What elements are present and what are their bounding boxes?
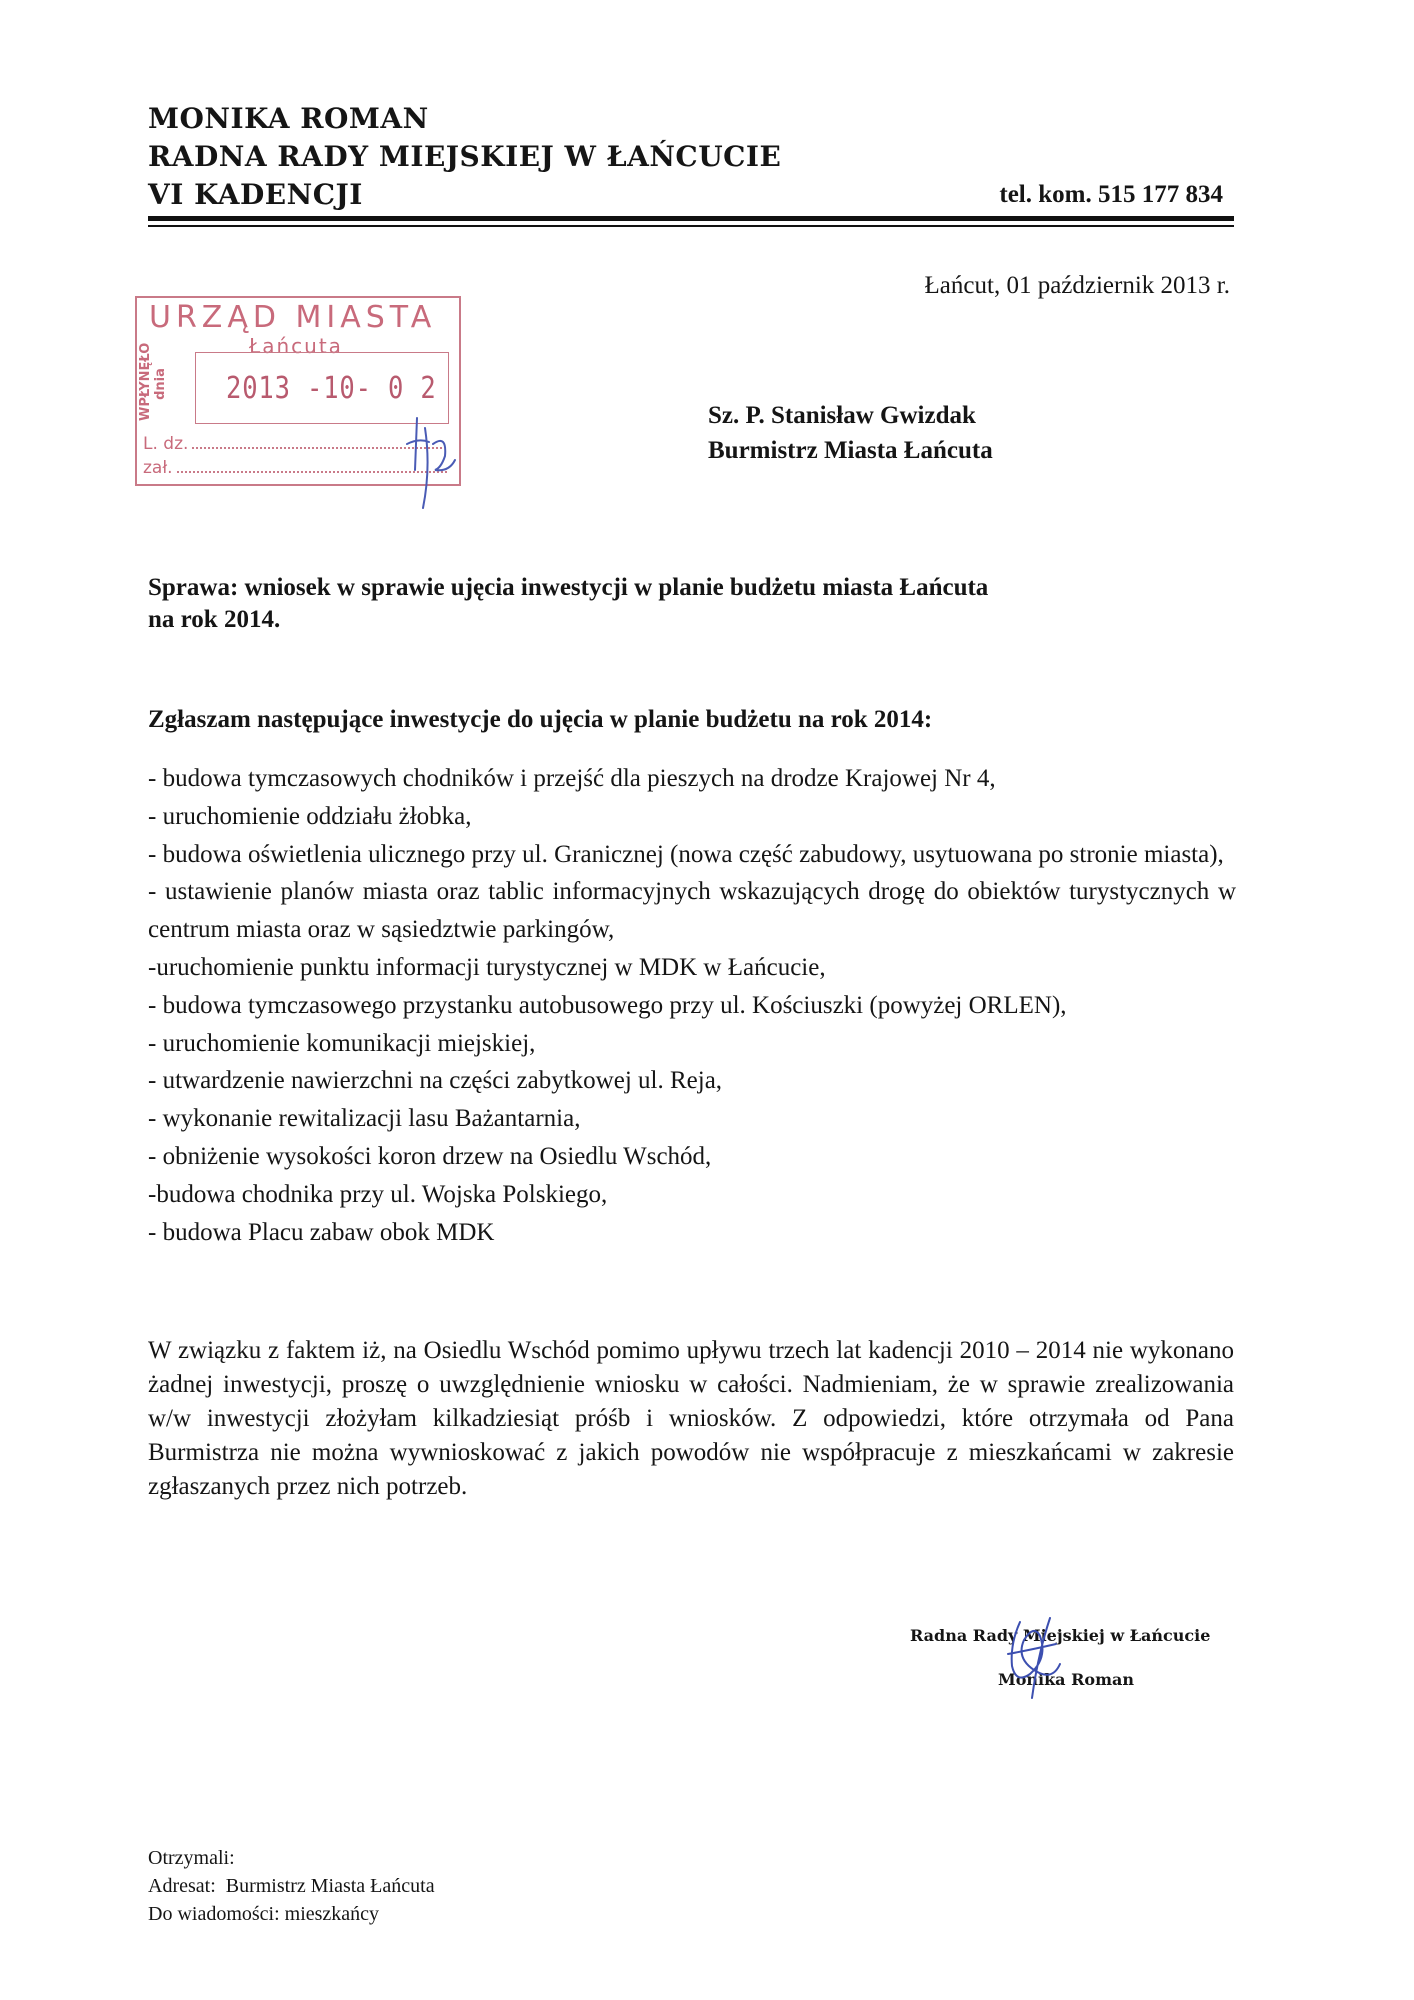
recipient-title: Burmistrz Miasta Łańcuta (708, 437, 993, 464)
investment-list (148, 760, 1236, 1251)
signature-title: Radna Rady Miejskiej w Łańcucie (910, 1626, 1211, 1645)
list-item: - wykonanie rewitalizacji lasu Bażantarnia, (148, 1105, 581, 1133)
distribution-info: Do wiadomości: mieszkańcy (148, 1903, 380, 1925)
recipient-name: Sz. P. Stanisław Gwizdak (708, 402, 976, 429)
stamp-day-word: dnia (153, 368, 168, 400)
list-item: - uruchomienie oddziału żłobka, (148, 802, 472, 830)
stamp-received-word: WPŁYNĘŁO (138, 342, 153, 421)
phone-number: tel. kom. 515 177 834 (999, 181, 1223, 208)
handwritten-initials (395, 408, 465, 518)
stamp-received-label (138, 342, 198, 421)
list-item: -uruchomienie punktu informacji turystycznej w MDK w Łańcucie, (148, 953, 826, 981)
subject-line-1: Sprawa: wniosek w sprawie ujęcia inwestycji w planie budżetu miasta Łańcuta (148, 574, 989, 601)
letter-date: Łańcut, 01 październik 2013 r. (924, 272, 1230, 299)
stamp-office: URZĄD MIASTA (149, 300, 437, 335)
list-item: -budowa chodnika przy ul. Wojska Polskiego, (148, 1180, 608, 1208)
header-rule-thin (148, 225, 1234, 227)
list-item: - budowa tymczasowego przystanku autobusowego przy ul. Kościuszki (powyżej ORLEN), (148, 991, 1067, 1019)
closing-paragraph: W związku z faktem iż, na Osiedlu Wschód pomimo upływu trzech lat kadencji 2010 – 2014 nie wykonano żadnej inwestycji, proszę o uwzględnienie wniosku w całości. Nadmieniam, że w sprawie zrealizowania w/w inwestycji złożyłam kilkadziesiąt próśb i wniosków. Z odpowiedzi, które otrzymała od Pana Burmistrza nie można wywnioskować z jakich powodów nie współpracuje z mieszkańcami w zakresie zgłaszanych przez nich potrzeb. (148, 1337, 1234, 1500)
letterhead (148, 100, 1233, 214)
signature-name: Monika Roman (998, 1670, 1135, 1689)
list-item: - budowa tymczasowych chodników i przejść dla pieszych na drodze Krajowej Nr 4, (148, 765, 996, 792)
list-item: - uruchomienie komunikacji miejskiej, (148, 1029, 536, 1057)
list-item: - obniżenie wysokości koron drzew na Osiedlu Wschód, (148, 1142, 712, 1170)
stamp-ref-label: L. dz. (143, 434, 189, 454)
list-item: - budowa Placu zabaw obok MDK (148, 1218, 495, 1246)
header-rule-thick (148, 216, 1234, 221)
author-term: VI KADENCJI (148, 178, 363, 211)
list-item: - budowa oświetlenia ulicznego przy ul. Granicznej (nowa część zabudowy, usytuowana po stronie miasta), (148, 840, 1224, 868)
author-term-row (148, 176, 1233, 214)
list-item: - utwardzenie nawierzchni na części zabytkowej ul. Reja, (148, 1067, 723, 1095)
stamp-date: 2013 -10- 0 2 (226, 371, 437, 406)
stamp-city: Łańcuta (249, 334, 343, 358)
signature-block (910, 1626, 1240, 1689)
handwritten-signature (990, 1614, 1080, 1704)
recipient-block (708, 398, 993, 468)
intro-heading: Zgłaszam następujące inwestycje do ujęcia w planie budżetu na rok 2014: (148, 706, 933, 733)
author-name: MONIKA ROMAN (148, 102, 429, 135)
distribution-addressee: Adresat: Burmistrz Miasta Łańcuta (148, 1875, 435, 1897)
subject-line-2: na rok 2014. (148, 606, 281, 633)
distribution-heading: Otrzymali: (148, 1847, 235, 1869)
distribution-block (148, 1844, 435, 1928)
stamp-attachments-label: zał. (143, 458, 173, 478)
list-item: - ustawienie planów miasta oraz tablic informacyjnych wskazujących drogę do obiektów turystycznych w centrum miasta oraz w sąsiedztwie parkingów, (148, 878, 1236, 944)
author-role: RADNA RADY MIEJSKIEJ W ŁAŃCUCIE (148, 140, 782, 173)
subject-block (148, 572, 1238, 636)
